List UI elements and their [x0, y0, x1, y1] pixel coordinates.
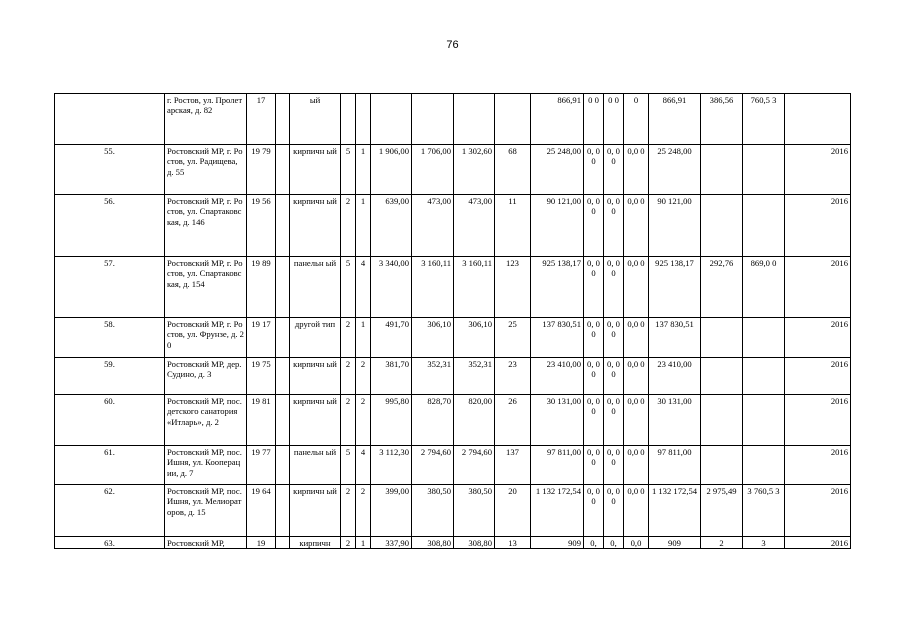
table-cell: 5 [341, 446, 356, 485]
table-cell: 995,80 [371, 395, 412, 446]
table-cell: 2 [356, 485, 371, 537]
table-cell: 306,10 [454, 318, 495, 358]
table-row [55, 485, 851, 537]
table-cell: 61. [55, 446, 165, 485]
table-cell: 820,00 [454, 395, 495, 446]
table-cell: 20 [495, 485, 531, 537]
table-cell: 3 340,00 [371, 257, 412, 318]
table-cell [701, 358, 743, 395]
table-cell [356, 94, 371, 145]
table-cell [276, 94, 290, 145]
table-cell: 2016 [785, 318, 851, 358]
table-cell: Ростовский МР, пос. Ишня, ул. Мелиораторов, д. 15 [165, 485, 247, 537]
table-cell: 2 [341, 537, 356, 549]
table-cell: 386,56 [701, 94, 743, 145]
table-cell [412, 94, 454, 145]
table-cell: 380,50 [412, 485, 454, 537]
table-cell: 380,50 [454, 485, 495, 537]
table-cell: 0 0 [604, 94, 624, 145]
table-cell: 2 [341, 395, 356, 446]
table-cell: Ростовский МР, [165, 537, 247, 549]
table-cell: 19 89 [247, 257, 276, 318]
table-cell [743, 395, 785, 446]
table-cell: 2016 [785, 358, 851, 395]
table-cell: 1 706,00 [412, 145, 454, 195]
table-cell: 19 81 [247, 395, 276, 446]
table-cell: 19 56 [247, 195, 276, 257]
table-cell: 2016 [785, 446, 851, 485]
table-cell: Ростовский МР, дер. Судино, д. 3 [165, 358, 247, 395]
table-cell: 0,0 0 [624, 257, 649, 318]
table-cell: 2016 [785, 485, 851, 537]
table-cell: 925 138,17 [531, 257, 584, 318]
table-cell: 0, 0 0 [584, 485, 604, 537]
table-cell: 3 [743, 537, 785, 549]
table-cell: 11 [495, 195, 531, 257]
table-cell: 0, [604, 537, 624, 549]
table-cell: 26 [495, 395, 531, 446]
table-cell: 381,70 [371, 358, 412, 395]
table-cell: 0 0 [584, 94, 604, 145]
table-cell: 3 112,30 [371, 446, 412, 485]
table-cell: 4 [356, 257, 371, 318]
table-cell: 0, [584, 537, 604, 549]
table-cell: 828,70 [412, 395, 454, 446]
table-cell [276, 485, 290, 537]
table-cell: 0, 0 0 [584, 195, 604, 257]
table-cell [276, 537, 290, 549]
table-cell: 3 760,5 3 [743, 485, 785, 537]
table-cell: 292,76 [701, 257, 743, 318]
table-cell: 0, 0 0 [604, 358, 624, 395]
table-row [55, 195, 851, 257]
table-cell: г. Ростов, ул. Пролетарская, д. 82 [165, 94, 247, 145]
table-cell [743, 446, 785, 485]
table-cell: 0, 0 0 [584, 318, 604, 358]
table-cell: 90 121,00 [531, 195, 584, 257]
housing-register-table [54, 93, 851, 549]
table-cell: 5 [341, 257, 356, 318]
table-cell: Ростовский МР, г. Ростов, ул. Фрунзе, д. 20 [165, 318, 247, 358]
table-cell: 352,31 [454, 358, 495, 395]
table-cell: 123 [495, 257, 531, 318]
table-cell: 2016 [785, 195, 851, 257]
table-cell [341, 94, 356, 145]
table-cell: Ростовский МР, пос. Ишня, ул. Кооперации, д. 7 [165, 446, 247, 485]
table-cell: 473,00 [454, 195, 495, 257]
table-cell [701, 195, 743, 257]
table-cell: панельн ый [290, 257, 341, 318]
table-cell: 2 [701, 537, 743, 549]
table-cell: 1 906,00 [371, 145, 412, 195]
table-cell: 68 [495, 145, 531, 195]
table-cell: 60. [55, 395, 165, 446]
table-row [55, 145, 851, 195]
table-cell: кирпичн ый [290, 145, 341, 195]
table-cell: 866,91 [649, 94, 701, 145]
table-cell: 19 64 [247, 485, 276, 537]
page-number: 76 [446, 39, 459, 51]
table-cell: 1 132 172,54 [531, 485, 584, 537]
table-cell: 1 [356, 318, 371, 358]
table-cell: кирпичн ый [290, 395, 341, 446]
table-cell [785, 94, 851, 145]
table-cell: панельн ый [290, 446, 341, 485]
table-cell: 19 [247, 537, 276, 549]
table-cell: 0, 0 0 [584, 358, 604, 395]
table-cell [276, 145, 290, 195]
table-cell [276, 195, 290, 257]
table-cell: Ростовский МР, г. Ростов, ул. Спартаковская, д. 154 [165, 257, 247, 318]
table-cell: 473,00 [412, 195, 454, 257]
table-cell: 56. [55, 195, 165, 257]
table-cell: 4 [356, 446, 371, 485]
table-cell: 2 794,60 [412, 446, 454, 485]
table-cell: 0, 0 0 [604, 485, 624, 537]
table-cell: 17 [247, 94, 276, 145]
table-cell: 2016 [785, 257, 851, 318]
table-cell: 90 121,00 [649, 195, 701, 257]
table-row [55, 257, 851, 318]
table-cell: 19 75 [247, 358, 276, 395]
table-cell: 59. [55, 358, 165, 395]
table-cell: 760,5 3 [743, 94, 785, 145]
table-cell: 2 [356, 395, 371, 446]
table-row [55, 446, 851, 485]
table-cell: 1 302,60 [454, 145, 495, 195]
table-cell: 57. [55, 257, 165, 318]
table-cell: 0, 0 0 [604, 446, 624, 485]
table-cell: 19 79 [247, 145, 276, 195]
table-cell: 639,00 [371, 195, 412, 257]
table-cell: Ростовский МР, пос. детского санатория «Итларь», д. 2 [165, 395, 247, 446]
table-cell: кирпичн ый [290, 485, 341, 537]
table-cell [743, 318, 785, 358]
table-cell [276, 395, 290, 446]
table-cell: 1 132 172,54 [649, 485, 701, 537]
table-cell: 1 [356, 537, 371, 549]
table-cell: 62. [55, 485, 165, 537]
table-cell: 5 [341, 145, 356, 195]
table-cell: 869,0 0 [743, 257, 785, 318]
table-cell: 2 [341, 195, 356, 257]
table-cell [276, 446, 290, 485]
table-cell: 925 138,17 [649, 257, 701, 318]
table-cell: 0,0 0 [624, 446, 649, 485]
table-cell [276, 318, 290, 358]
table-cell [743, 358, 785, 395]
table-cell: 0, 0 0 [604, 257, 624, 318]
table-cell: 352,31 [412, 358, 454, 395]
table-cell: 63. [55, 537, 165, 549]
table-cell: 399,00 [371, 485, 412, 537]
table-cell: 0,0 0 [624, 195, 649, 257]
table-cell [701, 446, 743, 485]
table-cell: 0, 0 0 [584, 257, 604, 318]
table-cell: 23 410,00 [649, 358, 701, 395]
table-cell: 58. [55, 318, 165, 358]
table-cell: 308,80 [454, 537, 495, 549]
table-cell: 0, 0 0 [584, 395, 604, 446]
table-cell: 909 [531, 537, 584, 549]
table-cell: 2016 [785, 145, 851, 195]
table-cell: 3 160,11 [454, 257, 495, 318]
table-cell: 137 [495, 446, 531, 485]
table-cell: ый [290, 94, 341, 145]
table-cell: 19 17 [247, 318, 276, 358]
table-cell [371, 94, 412, 145]
table-cell: 137 830,51 [531, 318, 584, 358]
table-cell: 97 811,00 [531, 446, 584, 485]
table-cell: 1 [356, 145, 371, 195]
table-cell: 0, 0 0 [604, 318, 624, 358]
table-cell: 337,90 [371, 537, 412, 549]
table-cell: 2 [341, 485, 356, 537]
table-cell: 2 975,49 [701, 485, 743, 537]
table-cell: 0,0 0 [624, 358, 649, 395]
table-cell: кирпичн ый [290, 195, 341, 257]
table-row [55, 537, 851, 549]
table-cell: 30 131,00 [649, 395, 701, 446]
table-cell: 25 248,00 [531, 145, 584, 195]
table-cell: 2 [341, 358, 356, 395]
table-cell: 0,0 [624, 537, 649, 549]
table-cell [55, 94, 165, 145]
table-cell: 2 794,60 [454, 446, 495, 485]
table-cell [743, 145, 785, 195]
table-row [55, 94, 851, 145]
table-cell: кирпичн [290, 537, 341, 549]
table-cell: 308,80 [412, 537, 454, 549]
table-cell: 19 77 [247, 446, 276, 485]
table-cell: 306,10 [412, 318, 454, 358]
table-cell: 55. [55, 145, 165, 195]
table-cell: 0 [624, 94, 649, 145]
table-cell [495, 94, 531, 145]
table-cell: 491,70 [371, 318, 412, 358]
table-cell: 2 [341, 318, 356, 358]
table-cell: 0, 0 0 [584, 145, 604, 195]
table-cell [276, 358, 290, 395]
table-row [55, 395, 851, 446]
table-cell [743, 195, 785, 257]
table-cell: 866,91 [531, 94, 584, 145]
table-cell: 0,0 0 [624, 395, 649, 446]
table-cell: 0,0 0 [624, 145, 649, 195]
table-cell: 30 131,00 [531, 395, 584, 446]
table-cell: 23 [495, 358, 531, 395]
table-cell: 137 830,51 [649, 318, 701, 358]
table-cell: 97 811,00 [649, 446, 701, 485]
table-row [55, 358, 851, 395]
table-cell: 3 160,11 [412, 257, 454, 318]
table-cell: 0, 0 0 [604, 395, 624, 446]
table-cell [276, 257, 290, 318]
table-cell: 25 [495, 318, 531, 358]
table-cell: другой тип [290, 318, 341, 358]
table-cell: Ростовский МР, г. Ростов, ул. Спартаковская, д. 146 [165, 195, 247, 257]
table-cell: кирпичн ый [290, 358, 341, 395]
table-cell [701, 145, 743, 195]
table-body [55, 94, 851, 549]
table-cell: 1 [356, 195, 371, 257]
table-cell [454, 94, 495, 145]
table-cell: 0, 0 0 [604, 145, 624, 195]
table-cell: 23 410,00 [531, 358, 584, 395]
table-cell: 0, 0 0 [584, 446, 604, 485]
table-cell: 2016 [785, 537, 851, 549]
table-cell: 2 [356, 358, 371, 395]
table-cell: 0,0 0 [624, 485, 649, 537]
table-cell: 13 [495, 537, 531, 549]
table-cell: 909 [649, 537, 701, 549]
table-cell: 0, 0 0 [604, 195, 624, 257]
table-cell: 2016 [785, 395, 851, 446]
table-cell [701, 318, 743, 358]
table-cell: Ростовский МР, г. Ростов, ул. Радищева, д. 55 [165, 145, 247, 195]
table-row [55, 318, 851, 358]
table-cell: 0,0 0 [624, 318, 649, 358]
table-cell: 25 248,00 [649, 145, 701, 195]
table-cell [701, 395, 743, 446]
